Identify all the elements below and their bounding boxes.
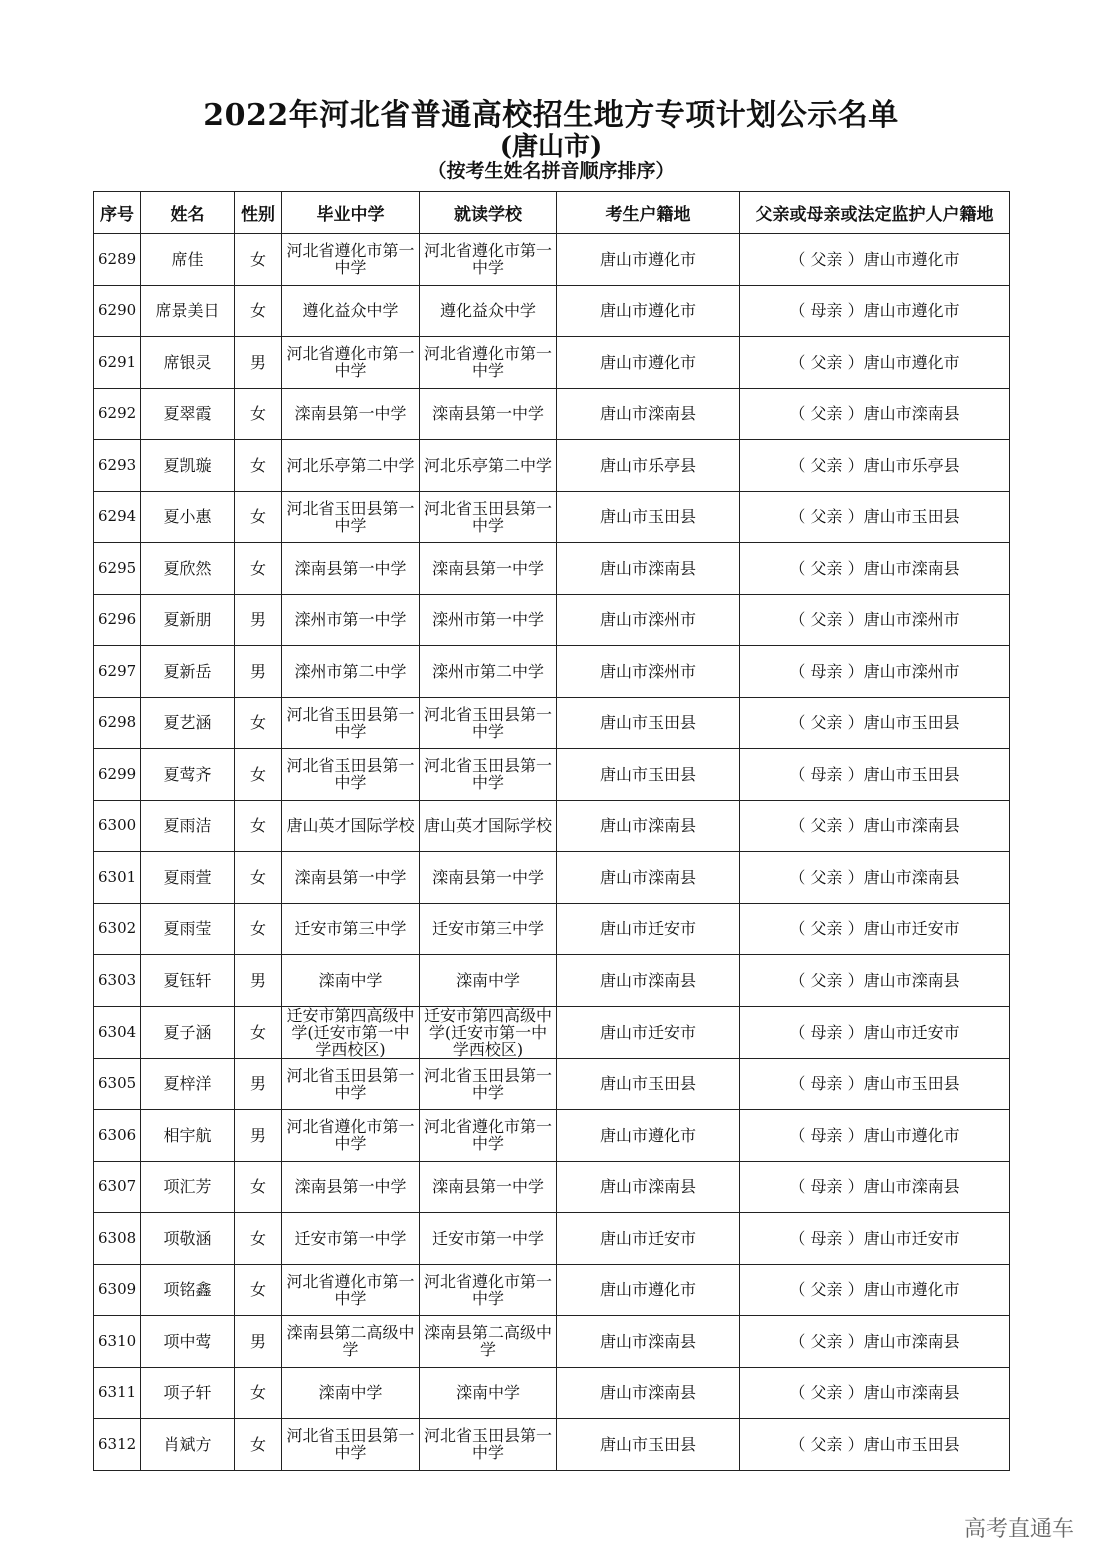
cell-index: 6307 (94, 1161, 141, 1213)
cell-graduated-school: 滦南中学 (282, 955, 420, 1007)
column-header-current-school: 就读学校 (420, 192, 557, 234)
cell-guardian-residence: （ 母亲 ）唐山市遵化市 (740, 285, 1010, 337)
cell-name: 夏凯璇 (141, 440, 235, 492)
table-row (94, 955, 1010, 1007)
cell-graduated-school: 迁安市第三中学 (282, 903, 420, 955)
cell-current-school: 滦南县第二高级中学 (420, 1316, 557, 1368)
cell-gender: 女 (235, 1161, 282, 1213)
cell-name: 夏莺齐 (141, 749, 235, 801)
cell-name: 相宇航 (141, 1110, 235, 1162)
cell-name: 夏梓洋 (141, 1058, 235, 1110)
cell-current-school: 唐山英才国际学校 (420, 800, 557, 852)
cell-graduated-school: 河北省遵化市第一中学 (282, 1110, 420, 1162)
table-row (94, 440, 1010, 492)
cell-gender: 男 (235, 955, 282, 1007)
cell-residence: 唐山市滦南县 (557, 800, 740, 852)
cell-guardian-residence: （ 母亲 ）唐山市迁安市 (740, 1006, 1010, 1058)
cell-graduated-school: 河北省玉田县第一中学 (282, 749, 420, 801)
table-row (94, 543, 1010, 595)
cell-current-school: 滦南县第一中学 (420, 543, 557, 595)
cell-name: 夏雨萱 (141, 852, 235, 904)
table-row (94, 697, 1010, 749)
watermark: 高考直通车 (963, 1517, 1074, 1542)
table-row (94, 285, 1010, 337)
cell-gender: 男 (235, 1110, 282, 1162)
cell-guardian-residence: （ 父亲 ）唐山市滦南县 (740, 955, 1010, 1007)
cell-gender: 女 (235, 852, 282, 904)
cell-gender: 女 (235, 1213, 282, 1265)
cell-graduated-school: 滦南县第一中学 (282, 852, 420, 904)
cell-index: 6298 (94, 697, 141, 749)
cell-gender: 女 (235, 285, 282, 337)
cell-residence: 唐山市玉田县 (557, 1058, 740, 1110)
cell-current-school: 河北省玉田县第一中学 (420, 1058, 557, 1110)
cell-current-school: 河北省玉田县第一中学 (420, 697, 557, 749)
table-row (94, 903, 1010, 955)
cell-guardian-residence: （ 父亲 ）唐山市遵化市 (740, 234, 1010, 286)
cell-graduated-school: 滦南县第一中学 (282, 388, 420, 440)
cell-index: 6297 (94, 646, 141, 698)
table-row (94, 800, 1010, 852)
cell-residence: 唐山市遵化市 (557, 1264, 740, 1316)
cell-guardian-residence: （ 母亲 ）唐山市滦南县 (740, 1161, 1010, 1213)
cell-graduated-school: 河北省玉田县第一中学 (282, 697, 420, 749)
table-row (94, 234, 1010, 286)
table-row (94, 1213, 1010, 1265)
cell-guardian-residence: （ 父亲 ）唐山市玉田县 (740, 491, 1010, 543)
cell-graduated-school: 迁安市第一中学 (282, 1213, 420, 1265)
cell-residence: 唐山市玉田县 (557, 1419, 740, 1471)
cell-current-school: 滦南县第一中学 (420, 1161, 557, 1213)
cell-residence: 唐山市玉田县 (557, 697, 740, 749)
cell-index: 6295 (94, 543, 141, 595)
cell-residence: 唐山市迁安市 (557, 903, 740, 955)
table-row (94, 749, 1010, 801)
cell-current-school: 滦州市第二中学 (420, 646, 557, 698)
cell-graduated-school: 河北乐亭第二中学 (282, 440, 420, 492)
table-row (94, 1316, 1010, 1368)
cell-guardian-residence: （ 父亲 ）唐山市滦南县 (740, 852, 1010, 904)
column-header-guardian-residence: 父亲或母亲或法定监护人户籍地 (740, 192, 1010, 234)
cell-index: 6302 (94, 903, 141, 955)
cell-name: 席景美日 (141, 285, 235, 337)
cell-index: 6292 (94, 388, 141, 440)
cell-gender: 女 (235, 903, 282, 955)
cell-residence: 唐山市滦州市 (557, 646, 740, 698)
cell-index: 6300 (94, 800, 141, 852)
cell-graduated-school: 迁安市第四高级中学(迁安市第一中学西校区) (282, 1006, 420, 1058)
cell-guardian-residence: （ 母亲 ）唐山市遵化市 (740, 1110, 1010, 1162)
table-row (94, 594, 1010, 646)
cell-current-school: 河北省遵化市第一中学 (420, 1110, 557, 1162)
cell-graduated-school: 河北省玉田县第一中学 (282, 1058, 420, 1110)
cell-guardian-residence: （ 父亲 ）唐山市滦州市 (740, 594, 1010, 646)
cell-name: 夏小惠 (141, 491, 235, 543)
cell-gender: 男 (235, 1058, 282, 1110)
cell-name: 夏雨洁 (141, 800, 235, 852)
page-title: 2022年河北省普通高校招生地方专项计划公示名单 (203, 98, 899, 133)
cell-gender: 女 (235, 440, 282, 492)
column-header-name: 姓名 (141, 192, 235, 234)
cell-gender: 女 (235, 800, 282, 852)
cell-index: 6290 (94, 285, 141, 337)
cell-current-school: 河北省玉田县第一中学 (420, 1419, 557, 1471)
page-subtitle: (唐山市) (499, 132, 603, 162)
cell-current-school: 迁安市第三中学 (420, 903, 557, 955)
cell-graduated-school: 滦南县第二高级中学 (282, 1316, 420, 1368)
cell-current-school: 滦州市第一中学 (420, 594, 557, 646)
cell-current-school: 滦南中学 (420, 1367, 557, 1419)
cell-current-school: 滦南县第一中学 (420, 852, 557, 904)
cell-graduated-school: 河北省遵化市第一中学 (282, 337, 420, 389)
cell-guardian-residence: （ 父亲 ）唐山市玉田县 (740, 1419, 1010, 1471)
table-row (94, 1161, 1010, 1213)
sort-note: （按考生姓名拼音顺序排序） (427, 160, 675, 182)
table-header-row (94, 192, 1010, 234)
cell-gender: 女 (235, 1264, 282, 1316)
cell-gender: 女 (235, 1419, 282, 1471)
cell-index: 6309 (94, 1264, 141, 1316)
cell-residence: 唐山市滦州市 (557, 594, 740, 646)
cell-index: 6305 (94, 1058, 141, 1110)
cell-index: 6293 (94, 440, 141, 492)
cell-name: 席银灵 (141, 337, 235, 389)
cell-residence: 唐山市滦南县 (557, 955, 740, 1007)
cell-residence: 唐山市滦南县 (557, 388, 740, 440)
cell-guardian-residence: （ 母亲 ）唐山市滦州市 (740, 646, 1010, 698)
column-header-graduated-school: 毕业中学 (282, 192, 420, 234)
cell-residence: 唐山市玉田县 (557, 749, 740, 801)
cell-graduated-school: 遵化益众中学 (282, 285, 420, 337)
cell-residence: 唐山市滦南县 (557, 852, 740, 904)
table-row (94, 1264, 1010, 1316)
cell-gender: 男 (235, 1316, 282, 1368)
cell-guardian-residence: （ 父亲 ）唐山市滦南县 (740, 1316, 1010, 1368)
cell-gender: 女 (235, 234, 282, 286)
table-row (94, 1006, 1010, 1058)
cell-gender: 女 (235, 388, 282, 440)
cell-guardian-residence: （ 父亲 ）唐山市滦南县 (740, 543, 1010, 595)
cell-residence: 唐山市滦南县 (557, 543, 740, 595)
cell-residence: 唐山市遵化市 (557, 1110, 740, 1162)
cell-guardian-residence: （ 父亲 ）唐山市滦南县 (740, 800, 1010, 852)
cell-graduated-school: 河北省遵化市第一中学 (282, 1264, 420, 1316)
column-header-residence: 考生户籍地 (557, 192, 740, 234)
cell-current-school: 河北省遵化市第一中学 (420, 337, 557, 389)
cell-name: 项铭鑫 (141, 1264, 235, 1316)
cell-current-school: 遵化益众中学 (420, 285, 557, 337)
cell-residence: 唐山市迁安市 (557, 1213, 740, 1265)
cell-current-school: 河北省遵化市第一中学 (420, 234, 557, 286)
table-row (94, 491, 1010, 543)
cell-residence: 唐山市滦南县 (557, 1316, 740, 1368)
cell-guardian-residence: （ 母亲 ）唐山市玉田县 (740, 1058, 1010, 1110)
cell-current-school: 迁安市第四高级中学(迁安市第一中学西校区) (420, 1006, 557, 1058)
cell-index: 6311 (94, 1367, 141, 1419)
cell-gender: 男 (235, 594, 282, 646)
cell-graduated-school: 滦南中学 (282, 1367, 420, 1419)
cell-name: 夏钰轩 (141, 955, 235, 1007)
cell-name: 夏子涵 (141, 1006, 235, 1058)
cell-graduated-school: 滦南县第一中学 (282, 1161, 420, 1213)
cell-guardian-residence: （ 父亲 ）唐山市滦南县 (740, 1367, 1010, 1419)
cell-gender: 女 (235, 697, 282, 749)
cell-name: 夏雨莹 (141, 903, 235, 955)
column-header-index: 序号 (94, 192, 141, 234)
cell-name: 夏新朋 (141, 594, 235, 646)
cell-current-school: 河北省玉田县第一中学 (420, 491, 557, 543)
cell-residence: 唐山市遵化市 (557, 337, 740, 389)
table-row (94, 646, 1010, 698)
cell-index: 6310 (94, 1316, 141, 1368)
column-header-gender: 性别 (235, 192, 282, 234)
cell-guardian-residence: （ 父亲 ）唐山市滦南县 (740, 388, 1010, 440)
cell-guardian-residence: （ 父亲 ）唐山市玉田县 (740, 697, 1010, 749)
cell-index: 6296 (94, 594, 141, 646)
cell-current-school: 滦南中学 (420, 955, 557, 1007)
cell-index: 6304 (94, 1006, 141, 1058)
cell-current-school: 河北省遵化市第一中学 (420, 1264, 557, 1316)
table-row (94, 1367, 1010, 1419)
cell-residence: 唐山市迁安市 (557, 1006, 740, 1058)
roster-table (93, 191, 1010, 1471)
cell-index: 6291 (94, 337, 141, 389)
cell-name: 肖斌方 (141, 1419, 235, 1471)
cell-guardian-residence: （ 父亲 ）唐山市乐亭县 (740, 440, 1010, 492)
cell-current-school: 河北省玉田县第一中学 (420, 749, 557, 801)
cell-index: 6289 (94, 234, 141, 286)
cell-name: 夏新岳 (141, 646, 235, 698)
cell-residence: 唐山市遵化市 (557, 234, 740, 286)
table-row (94, 852, 1010, 904)
cell-name: 项汇芳 (141, 1161, 235, 1213)
cell-index: 6299 (94, 749, 141, 801)
cell-guardian-residence: （ 母亲 ）唐山市玉田县 (740, 749, 1010, 801)
cell-index: 6312 (94, 1419, 141, 1471)
cell-residence: 唐山市玉田县 (557, 491, 740, 543)
cell-residence: 唐山市乐亭县 (557, 440, 740, 492)
cell-graduated-school: 河北省玉田县第一中学 (282, 491, 420, 543)
cell-name: 夏翠霞 (141, 388, 235, 440)
table-row (94, 1110, 1010, 1162)
cell-name: 项子轩 (141, 1367, 235, 1419)
cell-gender: 女 (235, 543, 282, 595)
cell-guardian-residence: （ 父亲 ）唐山市迁安市 (740, 903, 1010, 955)
cell-guardian-residence: （ 父亲 ）唐山市遵化市 (740, 337, 1010, 389)
cell-gender: 男 (235, 646, 282, 698)
cell-gender: 女 (235, 1367, 282, 1419)
cell-gender: 女 (235, 749, 282, 801)
cell-gender: 女 (235, 1006, 282, 1058)
cell-name: 夏欣然 (141, 543, 235, 595)
table-row (94, 388, 1010, 440)
cell-index: 6306 (94, 1110, 141, 1162)
cell-index: 6294 (94, 491, 141, 543)
cell-graduated-school: 河北省遵化市第一中学 (282, 234, 420, 286)
cell-graduated-school: 唐山英才国际学校 (282, 800, 420, 852)
cell-current-school: 河北乐亭第二中学 (420, 440, 557, 492)
cell-graduated-school: 滦南县第一中学 (282, 543, 420, 595)
cell-guardian-residence: （ 母亲 ）唐山市迁安市 (740, 1213, 1010, 1265)
cell-index: 6303 (94, 955, 141, 1007)
cell-name: 席佳 (141, 234, 235, 286)
cell-gender: 女 (235, 491, 282, 543)
cell-graduated-school: 滦州市第二中学 (282, 646, 420, 698)
cell-guardian-residence: （ 父亲 ）唐山市遵化市 (740, 1264, 1010, 1316)
cell-name: 项中莺 (141, 1316, 235, 1368)
cell-residence: 唐山市滦南县 (557, 1367, 740, 1419)
cell-graduated-school: 河北省玉田县第一中学 (282, 1419, 420, 1471)
cell-graduated-school: 滦州市第一中学 (282, 594, 420, 646)
cell-name: 夏艺涵 (141, 697, 235, 749)
cell-residence: 唐山市遵化市 (557, 285, 740, 337)
table-row (94, 1419, 1010, 1471)
cell-index: 6301 (94, 852, 141, 904)
cell-current-school: 迁安市第一中学 (420, 1213, 557, 1265)
table-row (94, 1058, 1010, 1110)
cell-name: 项敬涵 (141, 1213, 235, 1265)
cell-current-school: 滦南县第一中学 (420, 388, 557, 440)
cell-gender: 男 (235, 337, 282, 389)
table-row (94, 337, 1010, 389)
cell-residence: 唐山市滦南县 (557, 1161, 740, 1213)
cell-index: 6308 (94, 1213, 141, 1265)
